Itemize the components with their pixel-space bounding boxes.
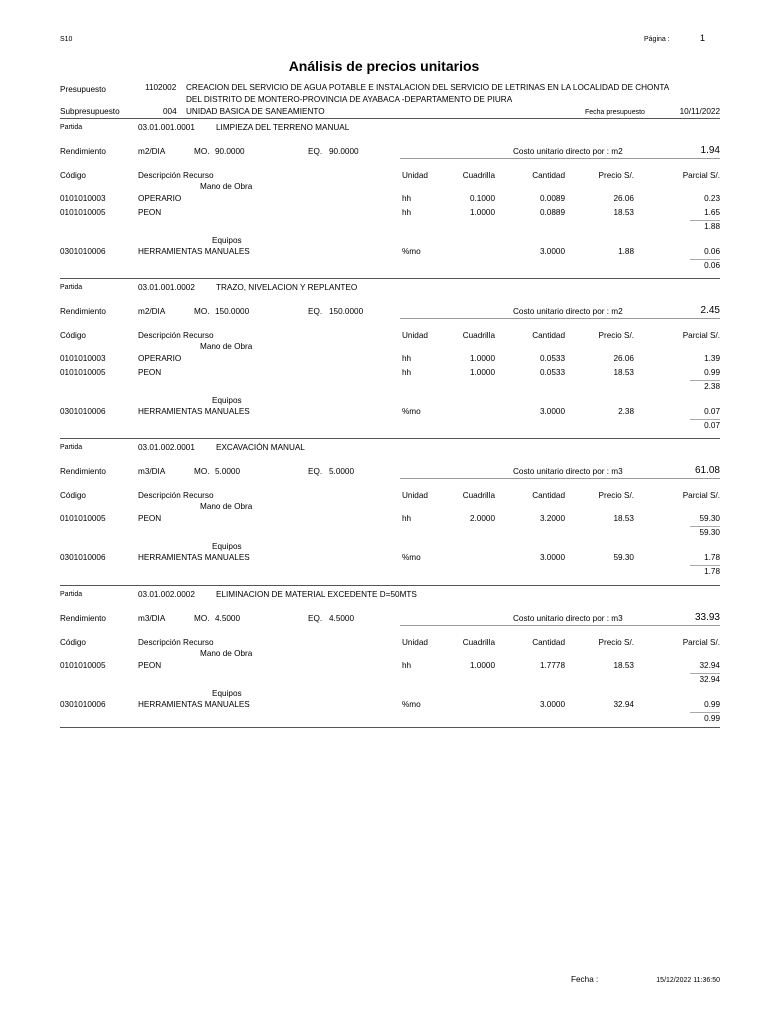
page-label: Página : (644, 36, 670, 43)
equipos-label: Equipos (212, 396, 242, 405)
partida-label: Partida (60, 591, 83, 598)
presupuesto-label: Presupuesto (60, 85, 106, 94)
rendimiento-unit: m3/DIA (138, 467, 166, 476)
mano-subtotal: 2.38 (704, 382, 720, 391)
col-parcial-header: Parcial S/. (682, 491, 720, 500)
resource-unit: hh (402, 194, 412, 203)
col-descripcion-header: Descripción Recurso (138, 638, 214, 647)
eq-value: 5.0000 (329, 467, 355, 476)
resource-cantidad: 0.0533 (539, 354, 565, 363)
costo-unitario-label: Costo unitario directo por : m2 (513, 147, 623, 156)
col-descripcion-header: Descripción Recurso (138, 171, 214, 180)
resource-parcial: 0.06 (704, 247, 720, 256)
resource-parcial: 59.30 (699, 514, 720, 523)
resource-cantidad: 1.7778 (539, 661, 565, 670)
resource-parcial: 1.65 (704, 208, 720, 217)
system-code: S10 (60, 36, 73, 43)
mo-value: 5.0000 (215, 467, 241, 476)
col-precio-header: Precio S/. (598, 331, 634, 340)
eq-label: EQ. (308, 147, 323, 156)
subpresupuesto-label: Subpresupuesto (60, 107, 120, 116)
resource-precio: 18.53 (613, 661, 634, 670)
resource-desc: PEON (138, 514, 162, 523)
rendimiento-label: Rendimiento (60, 467, 106, 476)
partida-name: LIMPIEZA DEL TERRENO MANUAL (216, 123, 350, 132)
col-parcial-header: Parcial S/. (682, 171, 720, 180)
resource-cuadrilla: 2.0000 (469, 514, 495, 523)
mo-label: MO. (194, 307, 210, 316)
resource-cantidad: 0.0533 (539, 368, 565, 377)
costo-unitario-label: Costo unitario directo por : m2 (513, 307, 623, 316)
equipos-subtotal: 0.06 (704, 261, 720, 270)
resource-code: 0101010005 (60, 208, 106, 217)
resource-unit: hh (402, 354, 412, 363)
resource-unit: hh (402, 514, 412, 523)
rendimiento-label: Rendimiento (60, 614, 106, 623)
resource-precio: 59.30 (613, 553, 634, 562)
partida-code: 03.01.001.0002 (138, 283, 195, 292)
subpresupuesto-code: 004 (163, 107, 177, 116)
eq-value: 90.0000 (329, 147, 359, 156)
equipos-subtotal: 0.99 (704, 714, 720, 723)
rendimiento-label: Rendimiento (60, 307, 106, 316)
resource-precio: 26.06 (613, 194, 634, 203)
partida-separator (60, 118, 720, 119)
resource-unit: hh (402, 661, 412, 670)
mo-label: MO. (194, 614, 210, 623)
page-title: Análisis de precios unitarios (288, 58, 480, 74)
resource-code: 0101010005 (60, 368, 106, 377)
col-codigo-header: Código (60, 638, 86, 647)
partida-code: 03.01.002.0001 (138, 443, 195, 452)
col-descripcion-header: Descripción Recurso (138, 331, 214, 340)
mo-value: 150.0000 (215, 307, 250, 316)
partida-label: Partida (60, 124, 83, 131)
resource-cantidad: 3.0000 (539, 553, 565, 562)
resource-unit: %mo (402, 700, 421, 709)
col-cuadrilla-header: Cuadrilla (462, 638, 495, 647)
resource-cuadrilla: 1.0000 (469, 368, 495, 377)
eq-label: EQ. (308, 307, 323, 316)
resource-code: 0101010003 (60, 194, 106, 203)
resource-unit: hh (402, 368, 412, 377)
mo-label: MO. (194, 147, 210, 156)
resource-code: 0301010006 (60, 700, 106, 709)
resource-parcial: 0.07 (704, 407, 720, 416)
col-unidad-header: Unidad (402, 171, 428, 180)
resource-parcial: 0.99 (704, 368, 720, 377)
resource-code: 0101010003 (60, 354, 106, 363)
resource-precio: 18.53 (613, 514, 634, 523)
costo-unitario-value: 61.08 (694, 465, 720, 476)
col-precio-header: Precio S/. (598, 491, 634, 500)
costo-unitario-label: Costo unitario directo por : m3 (513, 614, 623, 623)
col-cantidad-header: Cantidad (532, 491, 565, 500)
partida-code: 03.01.002.0002 (138, 590, 195, 599)
resource-parcial: 32.94 (699, 661, 720, 670)
col-cuadrilla-header: Cuadrilla (462, 491, 495, 500)
col-precio-header: Precio S/. (598, 171, 634, 180)
resource-code: 0101010005 (60, 661, 106, 670)
costo-unitario-value: 1.94 (700, 145, 720, 156)
footer-fecha-label: Fecha : (571, 975, 599, 984)
partida-label: Partida (60, 284, 83, 291)
eq-value: 150.0000 (329, 307, 364, 316)
resource-precio: 1.88 (618, 247, 634, 256)
col-unidad-header: Unidad (402, 491, 428, 500)
resource-precio: 2.38 (618, 407, 634, 416)
costo-unitario-label: Costo unitario directo por : m3 (513, 467, 623, 476)
resource-parcial: 1.39 (704, 354, 720, 363)
presupuesto-code: 1102002 (145, 83, 177, 92)
mo-label: MO. (194, 467, 210, 476)
partida-name: TRAZO, NIVELACION Y REPLANTEO (216, 283, 358, 292)
col-cantidad-header: Cantidad (532, 171, 565, 180)
col-cuadrilla-header: Cuadrilla (462, 171, 495, 180)
resource-cuadrilla: 0.1000 (469, 194, 495, 203)
resource-desc: OPERARIO (138, 194, 182, 203)
rendimiento-unit: m2/DIA (138, 147, 166, 156)
rendimiento-underline (400, 158, 720, 159)
subpresupuesto-desc: UNIDAD BASICA DE SANEAMIENTO (186, 107, 325, 116)
col-descripcion-header: Descripción Recurso (138, 491, 214, 500)
costo-unitario-value: 2.45 (700, 305, 720, 316)
partida-end-separator (60, 727, 720, 728)
resource-code: 0301010006 (60, 407, 106, 416)
resource-cantidad: 0.0089 (539, 194, 565, 203)
resource-desc: PEON (138, 661, 162, 670)
partida-name: EXCAVACIÓN MANUAL (216, 443, 305, 452)
col-unidad-header: Unidad (402, 331, 428, 340)
col-parcial-header: Parcial S/. (682, 331, 720, 340)
resource-precio: 26.06 (613, 354, 634, 363)
resource-parcial: 0.23 (704, 194, 720, 203)
footer-fecha-value: 15/12/2022 11:36:50 (656, 977, 720, 984)
page-number: 1 (700, 33, 706, 43)
resource-code: 0101010005 (60, 514, 106, 523)
resource-unit: %mo (402, 247, 421, 256)
col-codigo-header: Código (60, 171, 86, 180)
partida-name: ELIMINACION DE MATERIAL EXCEDENTE D=50MTS (216, 590, 417, 599)
resource-unit: %mo (402, 407, 421, 416)
mo-value: 90.0000 (215, 147, 245, 156)
mano-de-obra-label: Mano de Obra (200, 502, 253, 511)
resource-desc: PEON (138, 208, 162, 217)
resource-cuadrilla: 1.0000 (469, 354, 495, 363)
col-codigo-header: Código (60, 491, 86, 500)
mano-subtotal: 1.88 (704, 222, 720, 231)
resource-parcial: 1.78 (704, 553, 720, 562)
resource-precio: 18.53 (613, 208, 634, 217)
resource-cuadrilla: 1.0000 (469, 661, 495, 670)
equipos-subtotal: 1.78 (704, 567, 720, 576)
resource-cantidad: 3.2000 (539, 514, 565, 523)
col-cantidad-header: Cantidad (532, 331, 565, 340)
mo-value: 4.5000 (215, 614, 241, 623)
partida-code: 03.01.001.0001 (138, 123, 195, 132)
rendimiento-underline (400, 478, 720, 479)
resource-cantidad: 3.0000 (539, 700, 565, 709)
col-cuadrilla-header: Cuadrilla (462, 331, 495, 340)
partida-separator (60, 438, 720, 439)
resource-desc: HERRAMIENTAS MANUALES (138, 553, 250, 562)
rendimiento-label: Rendimiento (60, 147, 106, 156)
equipos-label: Equipos (212, 542, 242, 551)
col-parcial-header: Parcial S/. (682, 638, 720, 647)
mano-de-obra-label: Mano de Obra (200, 182, 253, 191)
resource-cantidad: 3.0000 (539, 407, 565, 416)
eq-label: EQ. (308, 614, 323, 623)
col-unidad-header: Unidad (402, 638, 428, 647)
eq-value: 4.5000 (329, 614, 355, 623)
partida-separator (60, 585, 720, 586)
rendimiento-unit: m3/DIA (138, 614, 166, 623)
mano-subtotal: 32.94 (699, 675, 720, 684)
resource-desc: HERRAMIENTAS MANUALES (138, 700, 250, 709)
resource-precio: 18.53 (613, 368, 634, 377)
resource-desc: HERRAMIENTAS MANUALES (138, 407, 250, 416)
equipos-subtotal: 0.07 (704, 421, 720, 430)
resource-unit: hh (402, 208, 412, 217)
resource-precio: 32.94 (613, 700, 634, 709)
mano-de-obra-label: Mano de Obra (200, 649, 253, 658)
partida-separator (60, 278, 720, 279)
col-codigo-header: Código (60, 331, 86, 340)
fecha-presupuesto-label: Fecha presupuesto (585, 109, 645, 116)
resource-cantidad: 3.0000 (539, 247, 565, 256)
resource-parcial: 0.99 (704, 700, 720, 709)
resource-cantidad: 0.0889 (539, 208, 565, 217)
mano-de-obra-label: Mano de Obra (200, 342, 253, 351)
resource-unit: %mo (402, 553, 421, 562)
col-precio-header: Precio S/. (598, 638, 634, 647)
resource-desc: PEON (138, 368, 162, 377)
resource-cuadrilla: 1.0000 (469, 208, 495, 217)
mano-subtotal: 59.30 (699, 528, 720, 537)
equipos-label: Equipos (212, 689, 242, 698)
costo-unitario-value: 33.93 (694, 612, 720, 623)
resource-code: 0301010006 (60, 247, 106, 256)
resource-desc: OPERARIO (138, 354, 182, 363)
rendimiento-underline (400, 625, 720, 626)
resource-code: 0301010006 (60, 553, 106, 562)
presupuesto-desc-1: CREACION DEL SERVICIO DE AGUA POTABLE E INSTALACION DEL SERVICIO DE LETRINAS EN LA LOCALIDAD DE CHONTA (186, 83, 670, 92)
presupuesto-desc-2: DEL DISTRITO DE MONTERO-PROVINCIA DE AYABACA -DEPARTAMENTO DE PIURA (186, 95, 513, 104)
eq-label: EQ. (308, 467, 323, 476)
fecha-presupuesto-value: 10/11/2022 (679, 107, 720, 116)
resource-desc: HERRAMIENTAS MANUALES (138, 247, 250, 256)
col-cantidad-header: Cantidad (532, 638, 565, 647)
rendimiento-underline (400, 318, 720, 319)
partida-label: Partida (60, 444, 83, 451)
equipos-label: Equipos (212, 236, 242, 245)
rendimiento-unit: m2/DIA (138, 307, 166, 316)
